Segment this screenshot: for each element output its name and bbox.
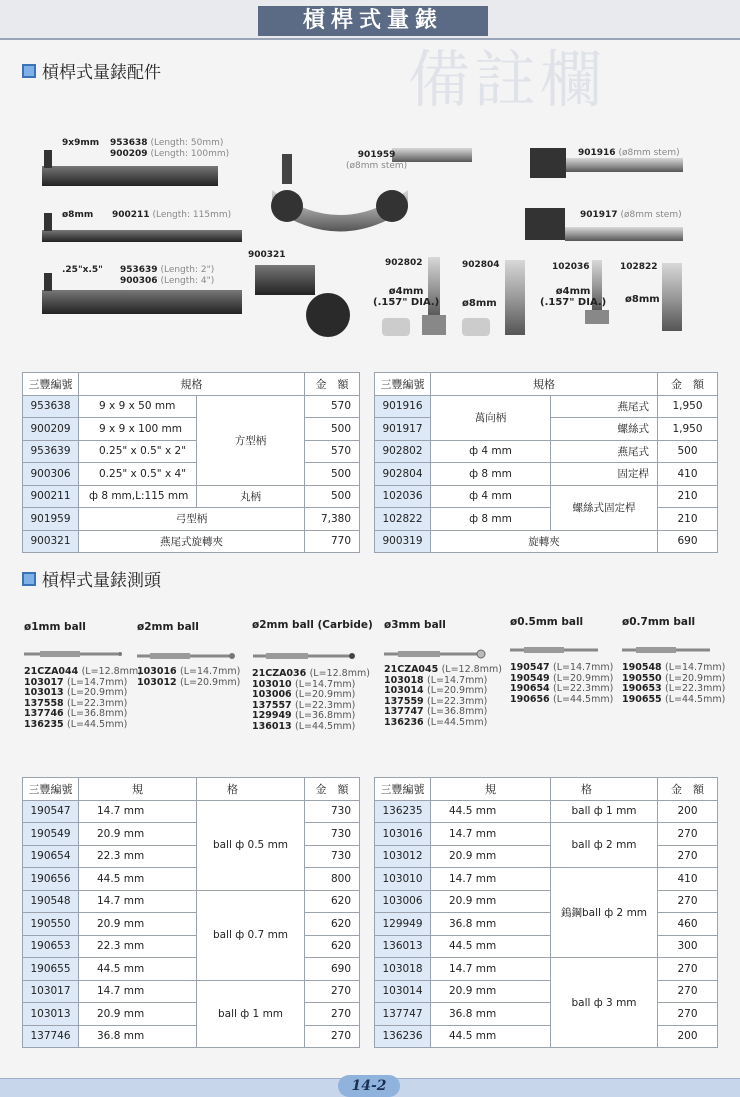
- probe-list-3mm: 21CZA045 (L=12.8mm) 103018 (L=14.7mm) 103014 (L=20.9mm) 137559 (L=22.3mm) 137747 (L=36.8mm) 136236 (L=44.5mm): [384, 664, 502, 728]
- probe-title: ø3mm ball: [384, 619, 446, 631]
- label-902804: 902804: [462, 260, 500, 270]
- round-bar: [42, 230, 242, 242]
- label-901917: 901917 (ø8mm stem): [580, 210, 682, 220]
- table-row: 190550 20.9 mm 620: [23, 913, 360, 936]
- table-row: 901959 弓型柄 7,380: [23, 508, 360, 531]
- probe-title: ø2mm ball (Carbide): [252, 619, 373, 631]
- label-102036: 102036: [552, 262, 590, 272]
- square-bar-1: [42, 166, 218, 186]
- table-row: 102036 ф 4 mm 螺絲式固定桿 210: [375, 485, 718, 508]
- label-size: ø8mm: [62, 210, 94, 220]
- table-row: 953639 0.25" x 0.5" x 2" 570: [23, 440, 360, 463]
- label-102822: 102822: [620, 262, 658, 272]
- swivel-clamp: [255, 265, 315, 295]
- table-row: 129949 36.8 mm 460: [375, 913, 718, 936]
- label-901959: 901959 (ø8mm stem): [346, 150, 408, 171]
- section-title-accessories: 槓桿式量錶配件: [22, 58, 161, 83]
- table-row: 901917 螺絲式 1,950: [375, 418, 718, 441]
- table-row: 136236 44.5 mm 200: [375, 1025, 718, 1048]
- table-row: 103006 20.9 mm 270: [375, 890, 718, 913]
- probe-2mm-carbide: [253, 653, 355, 659]
- probe-3mm: [384, 650, 485, 658]
- watermark: 備註欄: [408, 43, 607, 116]
- page-number: 14-2: [338, 1075, 400, 1097]
- table-row: 137746 36.8 mm 270: [23, 1025, 360, 1048]
- label-953639: 953639 (Length: 2") 900306 (Length: 4"): [120, 265, 215, 286]
- header-bar: [0, 0, 740, 40]
- table-row: 190653 22.3 mm 620: [23, 935, 360, 958]
- table-row: 900319 旋轉夾 690: [375, 530, 718, 553]
- probe-title: ø0.7mm ball: [622, 616, 696, 628]
- table-row: 103010 14.7 mm 鎢鋼ball ф 2 mm 410: [375, 868, 718, 891]
- stem-102822: [662, 263, 682, 331]
- label-901916: 901916 (ø8mm stem): [578, 148, 680, 158]
- probe-07mm: [622, 647, 710, 653]
- table-row: 902804 ф 8 mm 固定桿 410: [375, 463, 718, 486]
- bar-pin: [44, 273, 52, 291]
- probe-05mm: [510, 647, 598, 653]
- section-title-probes: 槓桿式量錶測頭: [22, 566, 161, 591]
- probe-1mm: [24, 651, 122, 657]
- table-row: 103012 20.9 mm 270: [375, 845, 718, 868]
- table-row: 136013 44.5 mm 300: [375, 935, 718, 958]
- label-953638: 953638 (Length: 50mm) 900209 (Length: 100mm): [110, 138, 230, 159]
- square-bar-2: [42, 290, 242, 314]
- table-row: 103017 14.7 mm ball ф 1 mm 270: [23, 980, 360, 1003]
- table-row: 190656 44.5 mm 800: [23, 868, 360, 891]
- table-row: 900209 9 x 9 x 100 mm 500: [23, 418, 360, 441]
- table-row: 902802 ф 4 mm 燕尾式 500: [375, 440, 718, 463]
- table-row: 103013 20.9 mm 270: [23, 1003, 360, 1026]
- probe-title: ø0.5mm ball: [510, 616, 584, 628]
- universal-shank-1: [565, 158, 683, 172]
- clamp-knob: [306, 293, 350, 337]
- bar-pin: [44, 213, 52, 231]
- bar-pin: [44, 150, 52, 168]
- probe-2mm: [137, 653, 235, 659]
- table-row: 136235 44.5 mm ball ф 1 mm 200: [375, 800, 718, 823]
- knob: [376, 190, 408, 222]
- table-row: 190654 22.3 mm 730: [23, 845, 360, 868]
- probe-title: ø1mm ball: [24, 621, 86, 633]
- table-row: 102822 ф 8 mm 210: [375, 508, 718, 531]
- square-bullet-icon: [22, 64, 36, 78]
- table-accessories-right: 三豐編號 規格 金 額 901916 萬向柄 燕尾式 1,950 901917 螺絲式 1,950 902802 ф 4 mm 燕尾式 500 902804 ф 8 mm 固定桿 410 102036 ф 4 mm 螺絲式固定桿 210 102822 ф 8 mm 210 900319 旋轉夾 690: [374, 372, 718, 553]
- label-902802: 902802: [385, 258, 423, 268]
- table-row: 190655 44.5 mm 690: [23, 958, 360, 981]
- table-row: 103014 20.9 mm 270: [375, 980, 718, 1003]
- square-bullet-icon: [22, 572, 36, 586]
- label-size: 9x9mm: [62, 138, 100, 148]
- probe-list-07mm: 190548 (L=14.7mm) 190550 (L=20.9mm) 190653 (L=22.3mm) 190655 (L=44.5mm): [622, 662, 726, 705]
- table-row: 190549 20.9 mm 730: [23, 823, 360, 846]
- probe-list-2mm: 103016 (L=14.7mm) 103012 (L=20.9mm): [137, 666, 241, 688]
- table-row: 137747 36.8 mm 270: [375, 1003, 718, 1026]
- label-size: .25"x.5": [62, 265, 103, 275]
- probe-title: ø2mm ball: [137, 621, 199, 633]
- table-row: 190547 14.7 mm ball ф 0.5 mm 730: [23, 800, 360, 823]
- table-probes-left: 三豐編號 規 格 金 額 190547 14.7 mm ball ф 0.5 mm 730 190549 20.9 mm 730 190654 22.3 mm 730 190656 44.5 mm 800 190548 14.7 mm ball ф 0.7 mm 620 190550 20.9 mm 620 190653 22.3 mm 620 190655 44.5 mm 690 103017 14.7 mm ball ф 1 mm 270 103013 20.9 mm 270 137746 36.8 mm 270: [22, 777, 360, 1048]
- table-row: 953638 9 x 9 x 50 mm 方型柄 570: [23, 395, 360, 418]
- table-row: 190548 14.7 mm ball ф 0.7 mm 620: [23, 890, 360, 913]
- probe-list-2mm-carbide: 21CZA036 (L=12.8mm) 103010 (L=14.7mm) 103006 (L=20.9mm) 137557 (L=22.3mm) 129949 (L=36.8mm) 136013 (L=44.5mm): [252, 668, 370, 732]
- universal-shank-2: [565, 227, 683, 241]
- knob: [271, 190, 303, 222]
- table-row: 900306 0.25" x 0.5" x 4" 500: [23, 463, 360, 486]
- table-row: 900321 燕尾式旋轉夾 770: [23, 530, 360, 553]
- probe-list-05mm: 190547 (L=14.7mm) 190549 (L=20.9mm) 190654 (L=22.3mm) 190656 (L=44.5mm): [510, 662, 614, 705]
- label-900211: 900211 (Length: 115mm): [112, 210, 232, 220]
- probe-list-1mm: 21CZA044 (L=12.8mm) 103017 (L=14.7mm) 103013 (L=20.9mm) 137558 (L=22.3mm) 137746 (L=36.8mm) 136235 (L=44.5mm): [24, 666, 142, 730]
- table-row: 103018 14.7 mm ball ф 3 mm 270: [375, 958, 718, 981]
- table-row: 103016 14.7 mm ball ф 2 mm 270: [375, 823, 718, 846]
- table-row: 900211 ф 8 mm,L:115 mm 丸柄 500: [23, 485, 360, 508]
- table-probes-right: 三豐編號 規 格 金 額 136235 44.5 mm ball ф 1 mm 200 103016 14.7 mm ball ф 2 mm 270 103012 20.9 mm 270 103010 14.7 mm 鎢鋼ball ф 2 mm 410 103006 20.9 mm 270 129949 36.8 mm 460 136013 44.5 mm 300 103018 14.7 mm ball ф 3 mm 270 103014 20.9 mm 270 137747 36.8 mm 270 136236 44.5 mm 200: [374, 777, 718, 1048]
- table-row: 901916 萬向柄 燕尾式 1,950: [375, 395, 718, 418]
- label-900321: 900321: [248, 250, 286, 260]
- stem-902804: [505, 260, 525, 335]
- table-accessories-left: 三豐編號 規格 金 額 953638 9 x 9 x 50 mm 方型柄 570 900209 9 x 9 x 100 mm 500 953639 0.25" x 0.5" x 2" 570 900306 0.25" x 0.5" x 4" 500 900211 ф 8 mm,L:115 mm 丸柄 500 901959 弓型柄 7,380 900321 燕尾式旋轉夾 770: [22, 372, 360, 553]
- page-title: 槓桿式量錶: [258, 6, 488, 36]
